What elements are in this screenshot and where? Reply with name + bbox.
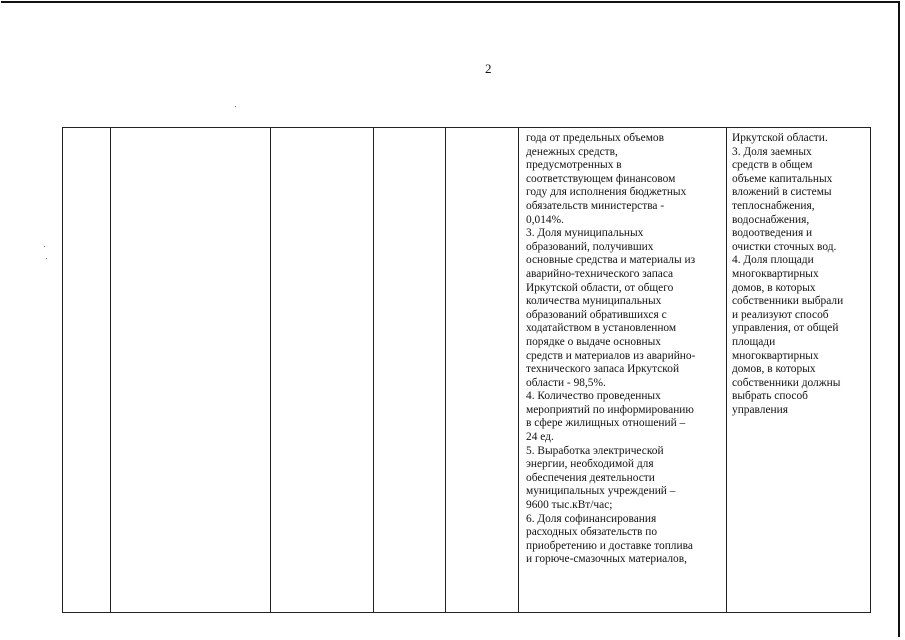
table-cell-results <box>727 128 871 613</box>
table-cell-end <box>446 128 519 613</box>
table-row <box>63 128 871 613</box>
scan-speck <box>44 246 45 247</box>
table-cell-indicators <box>519 128 727 613</box>
scan-speck <box>235 106 236 107</box>
table-cell-name <box>111 128 271 613</box>
page-number: 2 <box>485 61 492 76</box>
scan-speck <box>46 258 47 259</box>
document-table <box>62 127 871 613</box>
table-cell-executor <box>271 128 374 613</box>
indicators-text: года от предельных объемов денежных средств, предусмотренных в соответствующем финансовом году для исполнения бюджетных обязательств министерства - 0,014%. 3. Доля муниципальных образований, получивших основные средства и материалы из аварийно-технического запаса Иркутской области, от общего количества муниципальных образований обратившихся с ходатайством в установленном порядке о выдаче основных средств и материалов из аварийно- технического запаса Иркутской области - 98,5%. 4. Количество проведенных мероприятий по информированию в сфере жилищных отношений – 24 ед. 5. Выработка электрической энергии, необходимой для обеспечения деятельности муниципальных учреждений – 9600 тыс.кВт/час; 6. Доля софинансирования расходных обязательств по приобретению и доставке топлива и горюче-смазочных материалов, <box>526 132 696 566</box>
table-cell-number <box>63 128 111 613</box>
table-cell-start <box>374 128 446 613</box>
results-text: Иркутской области. 3. Доля заемных средств в общем объеме капитальных вложений в системы теплоснабжения, водоснабжения, водоотведения и очистки сточных вод. 4. Доля площади многоквартирных домов, в которых собственники выбрали и реализуют способ управления, от общей площади многоквартирных домов, в которых собственники должны выбрать способ управления <box>732 132 844 416</box>
